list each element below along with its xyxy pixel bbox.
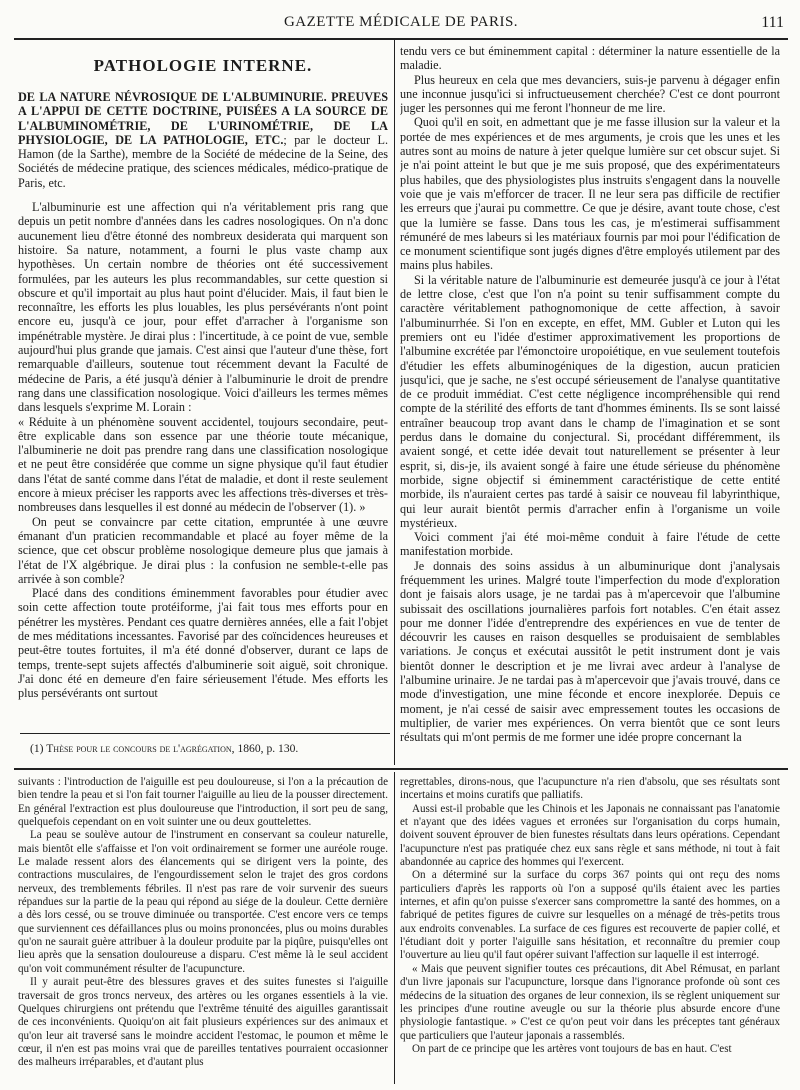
paragraph: On peut se convaincre par cette citation, empruntée à une œuvre émanant d'un praticien recommandable et placé au foyer même de la science, que cet obscur problème nosologique demeure plus que jamais à l'état de l'X algébrique. Je dirai plus : la confusion ne semble-t-elle pas arrivée à son comble? — [18, 514, 388, 586]
upper-left-column — [18, 56, 388, 722]
article-title: DE LA NATURE NÉVROSIQUE DE L'ALBUMINURIE. PREUVES A L'APPUI DE CETTE DOCTRINE, PUISÉES A LA SOURCE DE L'ALBUMINOMÉTRIE, DE L'URINOMÉTRIE, DE LA PHYSIOLOGIE, DE LA PATHOLOGIE, ETC. — [18, 90, 388, 147]
footnote — [30, 742, 380, 755]
page-header — [14, 10, 788, 36]
paragraph: Aussi est-il probable que les Chinois et les Japonais ne connaissant pas l'anatomie et n'ayant que des idées vagues et erronées sur l'organisation du corps humain, doivent souvent éprouver de bien funestes résultats dans leurs opérations. Cependant l'acupuncture n'est pas pratiquée chez eux sans règle et sans méthode, ni tout à fait abandonnée au caprice des hommes qui l'exercent. — [400, 802, 780, 869]
article-byline: ; par le docteur L. Hamon (de la Sarthe), membre de la Société de médecine de la Seine, des Sociétés de médecine pratique, des sciences médicales, médico-pratique de Paris, etc. — [18, 132, 388, 190]
lower-right-column — [400, 776, 780, 1086]
paragraph: Je donnais des soins assidus à un albuminurique dont j'analysais fréquemment les urines. Malgré toute l'imperfection du mode d'exploration dont je faisais alors usage, je ne tardai pas à m'apercevoir que l'albumine subissait des oscillations journalières parfois fort notables. C'en était assez pour me donner l'idée d'entreprendre des expériences en vue de tenter de découvrir les causes en raison desquelles se produisaient de semblables variations. Je conçus et exécutai aussitôt le petit instrument dont je vais bientôt donner le description et je me livrai avec ardeur à l'analyse de l'albumine urinaire. Je ne tardai pas à m'apercevoir que j'avais trouvé, dans ce mode d'investigation, une mine féconde et encore inexplorée. Depuis ce moment, je n'ai cessé de saisir avec empressement toutes les occasions de multiplier, de varier mes expériences. On verra bientôt que ce sont leurs résultats qui m'ont permis de me former une idée propre concernant la — [400, 558, 780, 745]
page-number: 111 — [761, 14, 784, 31]
paragraph: regrettables, dirons-nous, que l'acupuncture n'a rien d'absolu, que ses résultats sont incertains et moins curatifs que palliatifs. — [400, 776, 780, 802]
footnote-rule — [20, 733, 390, 734]
quotation: « Réduite à un phénomène souvent accidentel, toujours secondaire, peut-être explicable dans son essence par une théorie toute mécanique, l'albuminerie ne doit pas prendre rang dans une classification nosologique et ne peut être considérée que comme un signe physique qu'il faut étudier dans l'état de santé comme dans l'état de maladie, et dont il reste seulement encore à mieux préciser les rapports avec les affections très-diverses et très-nombreuses dans lesquelles il est donné au médecin de l'observer (1). » — [18, 414, 388, 515]
paragraph: Quoi qu'il en soit, en admettant que je me fasse illusion sur la valeur et la portée de mes expériences et de mes arguments, je crois que les unes et les autres sont au moins de nature à jeter quelque lumière sur cet obscur sujet. Si je n'ai point atteint le but que je me suis proposé, que des expérimentateurs plus habiles, que des physiologistes plus instruits s'engagent dans la nouvelle voie que je vais m'efforcer de tracer. Il ne leur sera pas difficile de rectifier les erreurs que j'aurai pu commettre. Ce que je désire, avant toute chose, c'est que la lumière se fasse. Dans tous les cas, je m'estimerai suffisamment rémunéré de mes labeurs si les matériaux fournis par moi pour l'édification de ce monument scientifique sont jugés dignes d'être employés utilement par des mains plus habiles. — [400, 115, 780, 273]
lower-left-column — [18, 776, 388, 1086]
paragraph: La peau se soulève autour de l'instrument en conservant sa couleur naturelle, mais bientôt elle s'affaisse et l'on voit ordinairement se former une auréole rouge. Le malade ressent alors des élancements qui se dirigent vers la pointe, des contractions musculaires, de l'engourdissement selon le trajet des gros cordons nerveux, des tremblements fébriles. Il n'est pas rare de voir survenir des sueurs répandues sur la partie de la peau qui répond au siége de la douleur. Cette dernière a dès lors cessé, ou se trouve diminuée ou transportée. C'est encore vers ce temps que surviennent ces défaillances plus ou moins prononcées, plus ou moins durables qu'on ne saurait guère attribuer à la douleur produite par la piqûre, puisqu'elles ont lieu après que la sensation douloureuse a disparu. C'est même là le seul accident qu'on voit communément résulter de l'acupuncture. — [18, 829, 388, 975]
paragraph: Voici comment j'ai été moi-même conduit à faire l'étude de cette manifestation morbide. — [400, 530, 780, 559]
upper-column-divider — [394, 40, 395, 765]
upper-right-column — [400, 44, 780, 764]
footnote-label: (1) Thèse pour le concours de l'agrégation — [30, 742, 232, 755]
paragraph: « Mais que peuvent signifier toutes ces précautions, dit Abel Rémusat, en parlant d'un livre japonais sur l'acupuncture, lorsque dans l'ignorance profonde où sont ces médecins de la situation des organes de leur connexion, ils se règlent uniquement sur les principes d'une routine aveugle ou sur la théorie plus absurde encore d'une physiologie fantastique. » C'est ce qu'on peut voir dans les préceptes tant généraux que particuliers que l'auteur japonais a rassemblés. — [400, 962, 780, 1042]
paragraph: On part de ce principe que les artères vont toujours de bas en haut. C'est — [412, 1042, 732, 1055]
paragraph: Placé dans des conditions éminemment favorables pour étudier avec soin cette affection toute protéiforme, j'ai fait tous mes efforts pour en pénétrer les mystères. Pendant ces quatre dernières années, elle a fait l'objet de mes méditations incessantes. Favorisé par des coïncidences heureuses et peut-être toutes fortuites, il m'a été donné d'observer, durant ce laps de temps, trente-sept sujets affectés d'albuminerie soit aiguë, soit chronique. J'ai donc été en demeure d'en faire sérieusement l'étude. Mes efforts les plus persévérants ont surtout — [18, 586, 388, 701]
section-divider-rule — [14, 768, 788, 770]
lower-column-divider — [394, 772, 395, 1084]
header-rule — [14, 38, 788, 40]
paragraph: L'albuminurie est une affection qui n'a véritablement pris rang que depuis un petit nombre d'années dans les cadres nosologiques. On n'a donc aucunement lieu d'être étonné des nombreux desiderata qui marquent son histoire. Sa nature, notamment, a fourni le plus vaste champ aux hypothèses. Un certain nombre de théories ont été successivement formulées, par les auteurs les plus recommandables, sur cette question si obscure et qu'il importait au plus haut point d'élucider. Mais, il faut bien le reconnaître, les efforts les plus louables, les plus persévérants n'ont point encore eu, jusqu'à ce jour, pour effet d'arracher à l'organisme son impénétrable mystère. Je dirai plus : l'incertitude, à ce point de vue, semble aujourd'hui plus grande que jamais. C'est ainsi que l'auteur d'une thèse, fort remarquable d'ailleurs, soutenue tout récemment devant la Faculté de médecine de Paris, a été jusqu'à dénier à l'albuminurie le droit de prendre rang dans une classification nosologique. Voici d'ailleurs les termes mêmes dans lesquels s'exprime M. Lorain : — [18, 200, 388, 415]
paragraph: On a déterminé sur la surface du corps 367 points qui ont reçu des noms particuliers d'après les rapports où l'on a supposé qu'ils étaient avec les parties internes, et afin qu'on puisse s'exercer sans compromettre la santé des hommes, on a fabriqué de petites figures de cuivre sur lesquelles on a ménagé de très-petits trous aux endroits convenables. La surface de ces figures est recouverte de papier collé, et l'étudiant doit y porter l'aiguille sans hésitation, et reconnaître du premier coup l'ouverture au lieu qu'il faut opérer suivant l'affection sur laquelle il est interrogé. — [400, 869, 780, 962]
section-title: PATHOLOGIE INTERNE. — [93, 56, 313, 75]
paragraph: Il y aurait peut-être des blessures graves et des suites funestes si l'aiguille traversait de gros troncs nerveux, des artères ou les organes essentiels à la vie. Quelques chirurgiens ont prétendu que l'extrême ténuité des aiguilles garantissait de ces inconvénients. Quoiqu'on ait fait plusieurs expériences sur des animaux et qu'on leur ait traversé sans le moindre accident l'estomac, le poumon et même le cœur, il n'en est pas moins vrai que de pareilles tentatives pourraient occasionner des malheurs irréparables, et d'autant plus — [18, 976, 388, 1069]
paragraph: Si la véritable nature de l'albuminurie est demeurée jusqu'à ce jour à l'état de lettre close, c'est que l'on n'a point su tenir suffisamment compte du caractère véritablement pathognomonique de cette affection, à savoir l'albuminurrhée. Si l'on en excepte, en effet, MM. Gubler et Luton qui les premiers ont eu l'idée d'estimer approximativement les proportions de l'albumine excrétée par l'émonctoire uropoiétique, en vue seulement toutefois d'étudier les effets albuminogéniques de la digestion, aucun praticien jusqu'ici, que je sache, ne s'est occupé sérieusement de l'analyse quantitative de ce produit immédiat. C'est cette négligence incompréhensible qui rend compte de la stérilité des efforts de tant d'hommes éminents. Ils se sont laissé entraîner beaucoup trop avant dans le champ de l'imagination et se sont perdus dans le domaine du conjectural. Si, procédant différemment, ils avaient songé, et cette idée devait tout naturellement se présenter à leur esprit, si, dis-je, ils avaient songé à faire une étude sérieuse du phénomène morbide, signe objectif si éminemment caractéristique de cette entité morbide, ils n'auraient certes pas tardé à saisir ce nouveau fil labyrinthique, qui leur aurait bientôt permis d'arracher enfin à l'organisme un voile mystérieux. — [400, 272, 780, 530]
article-heading — [18, 90, 388, 190]
footnote-text: , 1860, p. 130. — [231, 742, 299, 755]
paragraph: suivants : l'introduction de l'aiguille est peu douloureuse, si l'on a la précaution de bien tendre la peau et si l'on fait tourner l'aiguille au lieu de la pousser directement. En général l'extraction est plus douloureuse que l'introduction, il sort peu de sang, quelquefois cependant on en voit suinter une ou deux gouttelettes. — [18, 776, 388, 829]
paragraph: Plus heureux en cela que mes devanciers, suis-je parvenu à dégager enfin une inconnue jusqu'ici si infructueusement cherchée? C'est ce dont pourront juger les personnes qui me feront l'honneur de me lire. — [400, 72, 780, 116]
running-title: GAZETTE MÉDICALE DE PARIS. — [283, 14, 519, 30]
paragraph: tendu vers ce but éminemment capital : déterminer la nature essentielle de la maladie. — [400, 44, 780, 73]
